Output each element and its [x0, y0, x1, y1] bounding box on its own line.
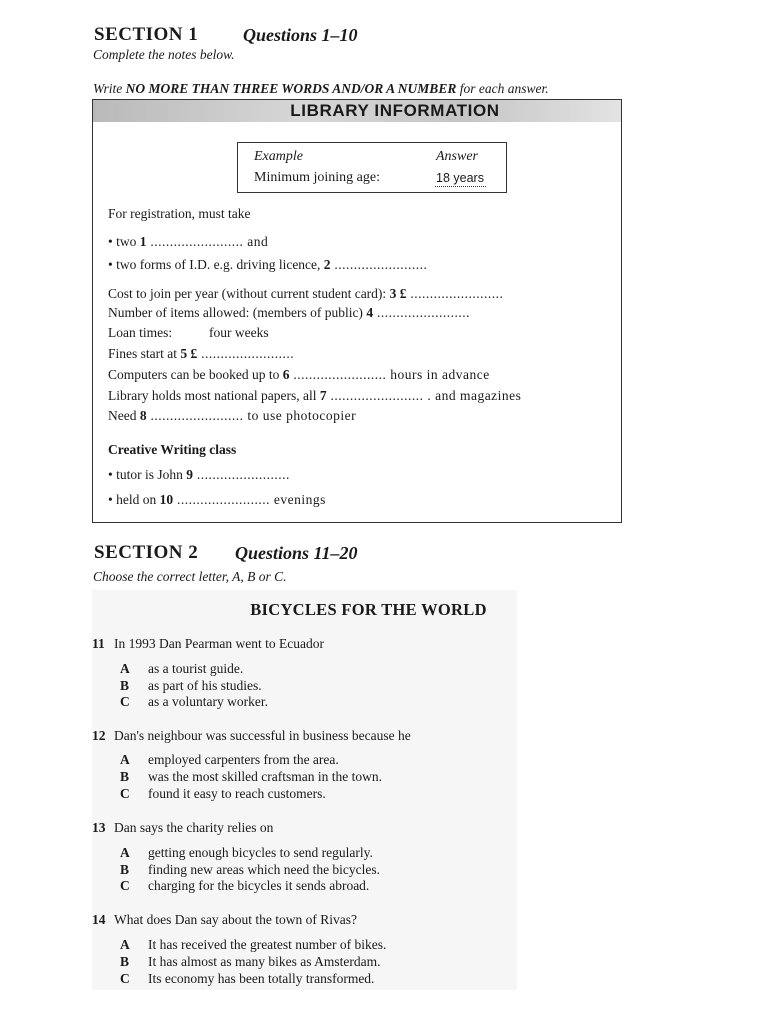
note-q2-blank[interactable]: ........................	[330, 257, 428, 272]
note-q3	[108, 286, 503, 302]
example-answer: 18 years	[436, 171, 484, 185]
question-14	[92, 912, 357, 928]
option-text: as a voluntary worker.	[148, 694, 268, 709]
note-q5-blank[interactable]: ........................	[197, 346, 295, 361]
note-q8-number: 8	[139, 408, 147, 423]
word-limit-bold: NO MORE THAN THREE WORDS AND/OR A NUMBER	[125, 81, 457, 96]
section1-questions: Questions 1–10	[243, 25, 358, 45]
option-12-a[interactable]	[120, 752, 339, 768]
option-14-c[interactable]	[120, 971, 374, 987]
option-letter: C	[120, 971, 130, 986]
option-text: charging for the bicycles it sends abroad.	[148, 878, 370, 893]
word-limit-pre: Write	[93, 81, 126, 96]
option-14-a[interactable]	[120, 937, 386, 953]
option-text: It has almost as many bikes as Amsterdam.	[148, 954, 381, 969]
section2-content	[92, 590, 517, 990]
option-letter: B	[120, 678, 130, 693]
note-q3-blank[interactable]: ........................	[406, 286, 504, 301]
loan-times-label: Loan times:	[108, 325, 173, 340]
note-q7-blank[interactable]: ........................ . and magazines	[326, 388, 522, 403]
note-q9-number: 9	[186, 467, 193, 482]
question-11-number: 11	[92, 636, 105, 651]
note-q6-pre: Computers can be booked up to	[108, 367, 283, 382]
note-q7-pre: Library holds most national papers, all	[108, 388, 320, 403]
note-q10-number: 10	[159, 492, 174, 507]
loan-times-value: four weeks	[209, 325, 269, 340]
question-13-text: Dan says the charity relies on	[114, 820, 274, 835]
option-11-a[interactable]	[120, 661, 243, 677]
option-text: Its economy has been totally transformed.	[148, 971, 375, 986]
note-q4-pre: Number of items allowed: (members of public)	[108, 305, 367, 320]
option-11-c[interactable]	[120, 694, 268, 710]
note-q6-blank[interactable]: ........................ hours in advance	[289, 367, 490, 382]
option-12-b[interactable]	[120, 769, 382, 785]
option-letter: B	[120, 954, 130, 969]
note-q6-number: 6	[282, 367, 290, 382]
question-11	[92, 636, 324, 652]
option-letter: A	[120, 845, 130, 860]
answer-label: Answer	[436, 149, 478, 164]
registration-note: For registration, must take	[108, 206, 251, 221]
note-q9-blank[interactable]: ........................	[192, 467, 290, 482]
option-13-b[interactable]	[120, 862, 380, 878]
option-13-a[interactable]	[120, 845, 373, 861]
note-q4-blank[interactable]: ........................	[373, 305, 470, 320]
note-q5-number: 5 £	[180, 346, 198, 361]
note-q2-number: 2	[323, 257, 331, 272]
note-q10-pre: • held on	[108, 492, 160, 507]
note-q3-number: 3 £	[389, 286, 407, 301]
note-q8-pre: Need	[108, 408, 140, 423]
question-12	[92, 728, 411, 744]
note-q1-number: 1	[139, 234, 147, 249]
option-letter: A	[120, 661, 130, 676]
option-text: employed carpenters from the area.	[148, 752, 339, 767]
option-text: getting enough bicycles to send regularly.	[148, 845, 373, 860]
note-q8	[108, 408, 356, 424]
note-q9	[108, 467, 290, 483]
question-14-number: 14	[92, 912, 106, 927]
example-label: Example	[254, 149, 303, 164]
note-q7-number: 7	[319, 388, 327, 403]
section1-word-limit	[93, 81, 549, 97]
example-box	[237, 142, 507, 193]
creative-writing-title: Creative Writing class	[108, 442, 237, 457]
option-12-c[interactable]	[120, 786, 326, 802]
option-text: was the most skilled craftsman in the town.	[148, 769, 382, 784]
option-letter: C	[120, 694, 130, 709]
note-q10-blank[interactable]: ........................ evenings	[173, 492, 326, 507]
option-11-b[interactable]	[120, 678, 262, 694]
note-q6	[108, 367, 490, 383]
note-q1-blank[interactable]: ........................ and	[146, 234, 269, 249]
note-q5	[108, 346, 294, 362]
note-q1	[108, 234, 268, 250]
section2-instruction: Choose the correct letter, A, B or C.	[93, 569, 287, 584]
section1-title: SECTION 1	[94, 24, 199, 45]
question-13-number: 13	[92, 820, 106, 835]
option-letter: B	[120, 769, 130, 784]
section1-instruction: Complete the notes below.	[93, 47, 235, 62]
option-text: as part of his studies.	[148, 678, 262, 693]
note-q7	[108, 388, 521, 404]
note-q4-number: 4	[366, 305, 374, 320]
question-13	[92, 820, 273, 836]
section2-title: SECTION 2	[94, 542, 199, 563]
option-letter: B	[120, 862, 130, 877]
library-information-header	[93, 100, 621, 122]
note-q8-blank[interactable]: ........................ to use photocopier	[146, 408, 357, 423]
option-text: finding new areas which need the bicycles.	[148, 862, 381, 877]
question-11-text: In 1993 Dan Pearman went to Ecuador	[114, 636, 324, 651]
example-question: Minimum joining age:	[254, 170, 380, 185]
option-letter: A	[120, 937, 130, 952]
note-q10	[108, 492, 326, 508]
question-12-number: 12	[92, 728, 106, 743]
section2-questions: Questions 11–20	[235, 543, 358, 563]
option-14-b[interactable]	[120, 954, 380, 970]
option-text: It has received the greatest number of bikes.	[148, 937, 387, 952]
word-limit-post: for each answer.	[456, 81, 549, 96]
note-q4	[108, 305, 470, 321]
note-q2	[108, 257, 427, 273]
option-13-c[interactable]	[120, 878, 369, 894]
question-14-text: What does Dan say about the town of Rivas?	[114, 912, 357, 927]
note-q1-pre: • two	[108, 234, 140, 249]
option-letter: C	[120, 786, 130, 801]
note-q5-pre: Fines start at	[108, 346, 181, 361]
option-letter: C	[120, 878, 130, 893]
option-text: as a tourist guide.	[148, 661, 244, 676]
option-text: found it easy to reach customers.	[148, 786, 326, 801]
note-q9-pre: • tutor is John	[108, 467, 187, 482]
option-letter: A	[120, 752, 130, 767]
bicycles-heading: BICYCLES FOR THE WORLD	[250, 600, 487, 619]
library-information-box	[92, 99, 622, 523]
note-q2-pre: • two forms of I.D. e.g. driving licence,	[108, 257, 324, 272]
question-12-text: Dan's neighbour was successful in business because he	[114, 728, 411, 743]
library-information-title: LIBRARY INFORMATION	[290, 101, 500, 120]
note-q3-pre: Cost to join per year (without current student card):	[108, 286, 390, 301]
